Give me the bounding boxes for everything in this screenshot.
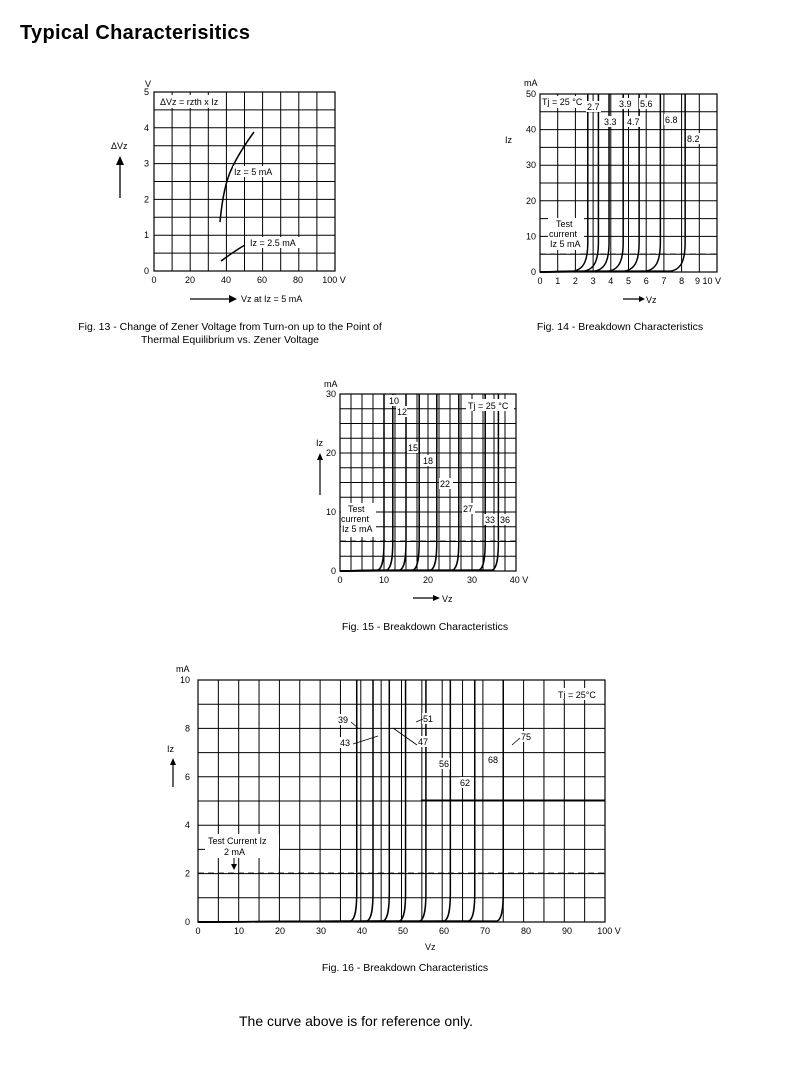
fig15-vlabel-15: 15 [408, 443, 419, 453]
fig15-test-2: current [341, 514, 370, 524]
fig16-xtick: 50 [397, 926, 409, 936]
fig16-xtick: 90 [561, 926, 573, 936]
fig15-xtick: 40 V [509, 575, 529, 585]
fig16-xtick: 10 [233, 926, 245, 936]
fig16-vlabel-43: 43 [340, 738, 351, 748]
fig13-label-2-5ma: Iz = 2.5 mA [250, 238, 296, 248]
fig15-x-label: Vz [442, 594, 453, 604]
fig15-xtick: 30 [466, 575, 478, 585]
fig16-y-arrowhead [170, 758, 176, 765]
fig13-label-5ma: Iz = 5 mA [234, 167, 273, 177]
fig14-y-unit: mA [524, 78, 538, 88]
fig13-xtick: 0 [151, 275, 157, 285]
fig14-condition: Tj = 25 °C [542, 97, 583, 107]
fig14-xtick: 8 [679, 276, 685, 286]
fig15-ytick: 20 [325, 448, 336, 458]
fig16-vlabel-39: 39 [338, 715, 349, 725]
fig15-vlabel-27: 27 [463, 504, 474, 514]
fig13-ytick: 1 [143, 230, 149, 241]
fig16-ytick: 6 [184, 771, 190, 782]
fig15-ytick: 30 [325, 389, 336, 399]
fig15-vlabel-18: 18 [423, 456, 434, 466]
fig13-x-label: Vz at Iz = 5 mA [241, 294, 303, 304]
fig16-test-2: 2 mA [224, 847, 246, 857]
fig14-xtick: 2 [572, 276, 578, 286]
fig14-vlabel-4-7: 4.7 [627, 117, 640, 127]
fig16-xtick: 70 [479, 926, 491, 936]
fig16-ytick: 10 [179, 675, 190, 685]
fig13-ytick: 0 [143, 266, 149, 276]
fig14-ytick: 30 [525, 160, 536, 171]
fig15-y-unit: mA [324, 379, 338, 389]
fig14-xtick: 0 [537, 276, 543, 286]
fig16-vlabel-68: 68 [488, 755, 499, 765]
fig16-y-unit: mA [176, 664, 190, 674]
page-title: Typical Characterisitics [20, 22, 251, 44]
fig14-test-3: Iz 5 mA [550, 239, 581, 249]
fig14-ytick: 0 [530, 267, 536, 277]
fig13-ytick: 2 [143, 194, 149, 205]
fig14-xtick: 3 [590, 276, 596, 286]
fig15-xtick: 10 [378, 575, 390, 585]
fig16-vlabel-47: 47 [418, 737, 429, 747]
fig13-xtick: 60 [256, 275, 268, 285]
fig14-xtick: 6 [643, 276, 649, 286]
fig14-ytick: 50 [525, 89, 536, 99]
fig14-vlabel-3-3: 3.3 [604, 117, 617, 127]
fig13-xtick: 20 [184, 275, 196, 285]
fig13-y-label: ΔVz [111, 141, 128, 151]
fig15-vlabel-36: 36 [500, 515, 511, 525]
fig14-xtick: 7 [661, 276, 667, 286]
fig15-xtick: 0 [337, 575, 343, 585]
footer-note: The curve above is for reference only. [239, 1013, 473, 1029]
fig16-vlabel-75: 75 [521, 732, 532, 742]
fig13-y-unit: V [145, 79, 152, 89]
fig16-ytick: 4 [184, 820, 190, 831]
fig16-xtick: 60 [438, 926, 450, 936]
fig15-ytick: 0 [330, 566, 336, 576]
fig15-test-3: Iz 5 mA [342, 524, 373, 534]
fig14-ytick: 40 [525, 124, 536, 135]
fig16-condition: Tj = 25°C [558, 690, 596, 700]
fig14-vlabel-8-2: 8.2 [687, 134, 700, 144]
fig14-test-2: current [549, 229, 578, 239]
fig15-ytick: 10 [325, 507, 336, 517]
fig15-test-1: Test [348, 504, 365, 514]
fig13-caption-line1: Fig. 13 - Change of Zener Voltage from Turn-on up to the Point of [78, 321, 382, 333]
fig16-test-arrowhead [231, 864, 237, 870]
fig14-y-label: Iz [505, 135, 513, 145]
fig14-caption: Fig. 14 - Breakdown Characteristics [536, 321, 704, 333]
fig16-vlabel-51: 51 [423, 714, 434, 724]
fig13-ytick: 5 [143, 87, 149, 97]
fig15-vlabel-22: 22 [440, 479, 451, 489]
fig13-xtick: 100 V [322, 275, 346, 285]
fig13-caption-line2: Thermal Equilibrium vs. Zener Voltage [141, 334, 319, 346]
fig16-vlabel-56: 56 [439, 759, 450, 769]
fig15-vlabel-10: 10 [389, 396, 400, 406]
fig16-test-1: Test Current Iz [208, 836, 267, 846]
fig16-xtick: 20 [274, 926, 286, 936]
fig16-y-ticks [180, 675, 190, 927]
fig16-xtick: 0 [195, 926, 201, 936]
fig15-vlabel-12: 12 [397, 407, 408, 417]
fig16-leader-line [512, 738, 520, 745]
fig16-xtick: 30 [315, 926, 327, 936]
fig14-vlabel-6-8: 6.8 [665, 115, 678, 125]
fig13-xtick: 80 [292, 275, 304, 285]
fig14-ytick: 10 [525, 231, 536, 242]
fig16-grid [198, 680, 605, 922]
fig14-ytick: 20 [525, 195, 536, 206]
fig16-x-ticks [195, 926, 620, 936]
fig15-xtick: 20 [422, 575, 434, 585]
fig16-caption: Fig. 16 - Breakdown Characteristics [321, 962, 489, 974]
fig16-x-label: Vz [425, 942, 436, 952]
fig14-vlabel-5-6: 5.6 [640, 99, 653, 109]
fig16-xtick: 100 V [597, 926, 621, 936]
fig14-x-label: Vz [646, 295, 657, 305]
fig16-vlabel-62: 62 [460, 778, 471, 788]
fig15-caption: Fig. 15 - Breakdown Characteristics [341, 621, 509, 633]
fig13-ytick: 4 [143, 122, 149, 133]
fig16-ytick: 8 [184, 723, 190, 734]
fig14-xtick: 4 [608, 276, 614, 286]
fig13-xtick: 40 [220, 275, 232, 285]
fig13-ytick: 3 [143, 158, 149, 169]
fig16-xtick: 40 [356, 926, 368, 936]
fig16-ytick: 0 [184, 917, 190, 927]
fig14-test-1: Test [556, 219, 573, 229]
fig14-xtick: 5 [625, 276, 632, 286]
fig14-vlabel-3-9: 3.9 [619, 99, 632, 109]
fig13-formula: ΔVz = rzth x Iz [160, 97, 219, 107]
fig16-xtick: 80 [520, 926, 532, 936]
fig15-condition: Tj = 25 °C [468, 401, 509, 411]
fig14-xtick: 1 [555, 276, 561, 286]
fig16-ytick: 2 [184, 868, 190, 879]
fig15-y-label: Iz [316, 438, 324, 448]
fig15-vlabel-33: 33 [485, 515, 496, 525]
fig14-vlabel-2-7: 2.7 [587, 102, 600, 112]
fig14-xtick: 9 10 V [694, 276, 722, 286]
fig16-y-label: Iz [167, 744, 175, 754]
